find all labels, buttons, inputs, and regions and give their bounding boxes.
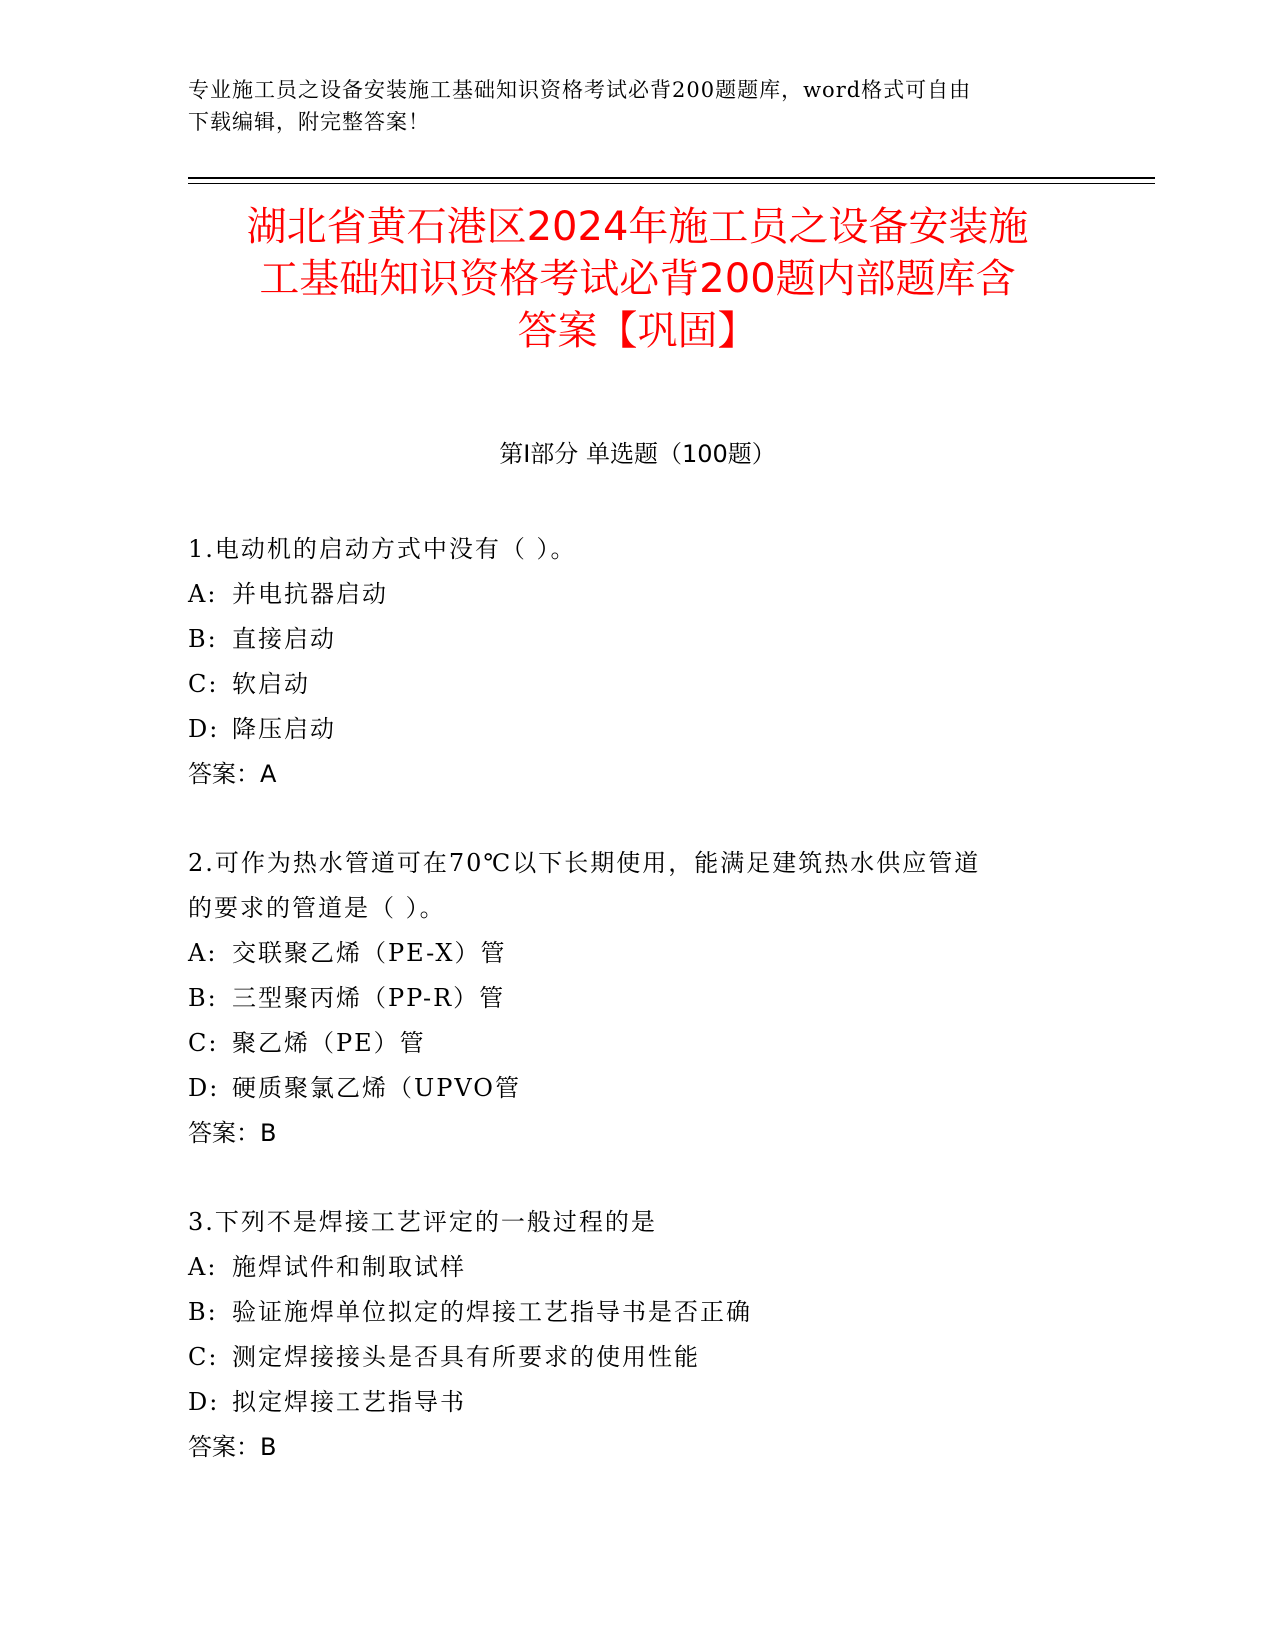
header-note-line-1: 专业施工员之设备安装施工基础知识资格考试必背200题题库，word格式可自由 <box>188 78 972 102</box>
title-line-1: 湖北省黄石港区2024年施工员之设备安装施 <box>246 204 1029 250</box>
option-letter: D: <box>188 1388 220 1416</box>
option-text: 验证施焊单位拟定的焊接工艺指导书是否正确 <box>232 1298 752 1326</box>
option-letter: A: <box>188 939 218 967</box>
option-text: 交联聚乙烯（PE-X）管 <box>232 939 507 967</box>
option-letter: D: <box>188 1074 220 1102</box>
option-letter: A: <box>188 580 218 608</box>
answer-label: 答案：B <box>188 1119 277 1147</box>
option-letter: B: <box>188 984 218 1012</box>
option-text: 三型聚丙烯（PP-R）管 <box>232 984 506 1012</box>
option-d <box>188 1380 1088 1425</box>
header-note <box>188 74 1088 138</box>
question-stem: 2.可作为热水管道可在70℃以下长期使用，能满足建筑热水供应管道 <box>188 849 981 877</box>
option-text: 硬质聚氯乙烯（UPVO管 <box>232 1074 521 1102</box>
option-text: 聚乙烯（PE）管 <box>232 1029 426 1057</box>
header-divider-thin <box>188 183 1155 184</box>
question-stem: 1.电动机的启动方式中没有（ ）。 <box>188 535 577 563</box>
option-text: 降压启动 <box>232 715 336 743</box>
answer-label: 答案：A <box>188 760 277 788</box>
option-d <box>188 1066 1088 1111</box>
option-letter: C: <box>188 670 219 698</box>
header-divider-thick <box>188 177 1155 179</box>
option-text: 直接启动 <box>232 625 336 653</box>
option-a <box>188 572 1088 617</box>
option-c <box>188 662 1088 707</box>
option-c <box>188 1335 1088 1380</box>
option-letter: B: <box>188 625 218 653</box>
option-text: 软启动 <box>232 670 310 698</box>
option-text: 并电抗器启动 <box>232 580 388 608</box>
option-text: 施焊试件和制取试样 <box>232 1253 466 1281</box>
option-b <box>188 617 1088 662</box>
header-note-line-2: 下载编辑，附完整答案！ <box>188 110 430 134</box>
option-text: 拟定焊接工艺指导书 <box>232 1388 466 1416</box>
question-list <box>188 527 1088 1514</box>
question-1 <box>188 527 1088 797</box>
option-letter: C: <box>188 1343 219 1371</box>
title-line-2: 工基础知识资格考试必背200题内部题库含 <box>259 256 1016 302</box>
option-text: 测定焊接接头是否具有所要求的使用性能 <box>232 1343 700 1371</box>
option-letter: B: <box>188 1298 218 1326</box>
question-stem-continued: 的要求的管道是（ ）。 <box>188 894 446 922</box>
section-title: 第Ⅰ部分 单选题（100题） <box>499 440 776 468</box>
option-letter: D: <box>188 715 220 743</box>
option-b <box>188 976 1088 1021</box>
question-stem: 3.下列不是焊接工艺评定的一般过程的是 <box>188 1208 657 1236</box>
question-2 <box>188 841 1088 1156</box>
option-c <box>188 1021 1088 1066</box>
option-letter: A: <box>188 1253 218 1281</box>
answer-label: 答案：B <box>188 1433 277 1461</box>
option-b <box>188 1290 1088 1335</box>
option-a <box>188 1245 1088 1290</box>
document-title <box>150 201 1125 357</box>
title-line-3: 答案【巩固】 <box>517 308 758 354</box>
option-a <box>188 931 1088 976</box>
option-d <box>188 707 1088 752</box>
question-3 <box>188 1200 1088 1470</box>
option-letter: C: <box>188 1029 219 1057</box>
